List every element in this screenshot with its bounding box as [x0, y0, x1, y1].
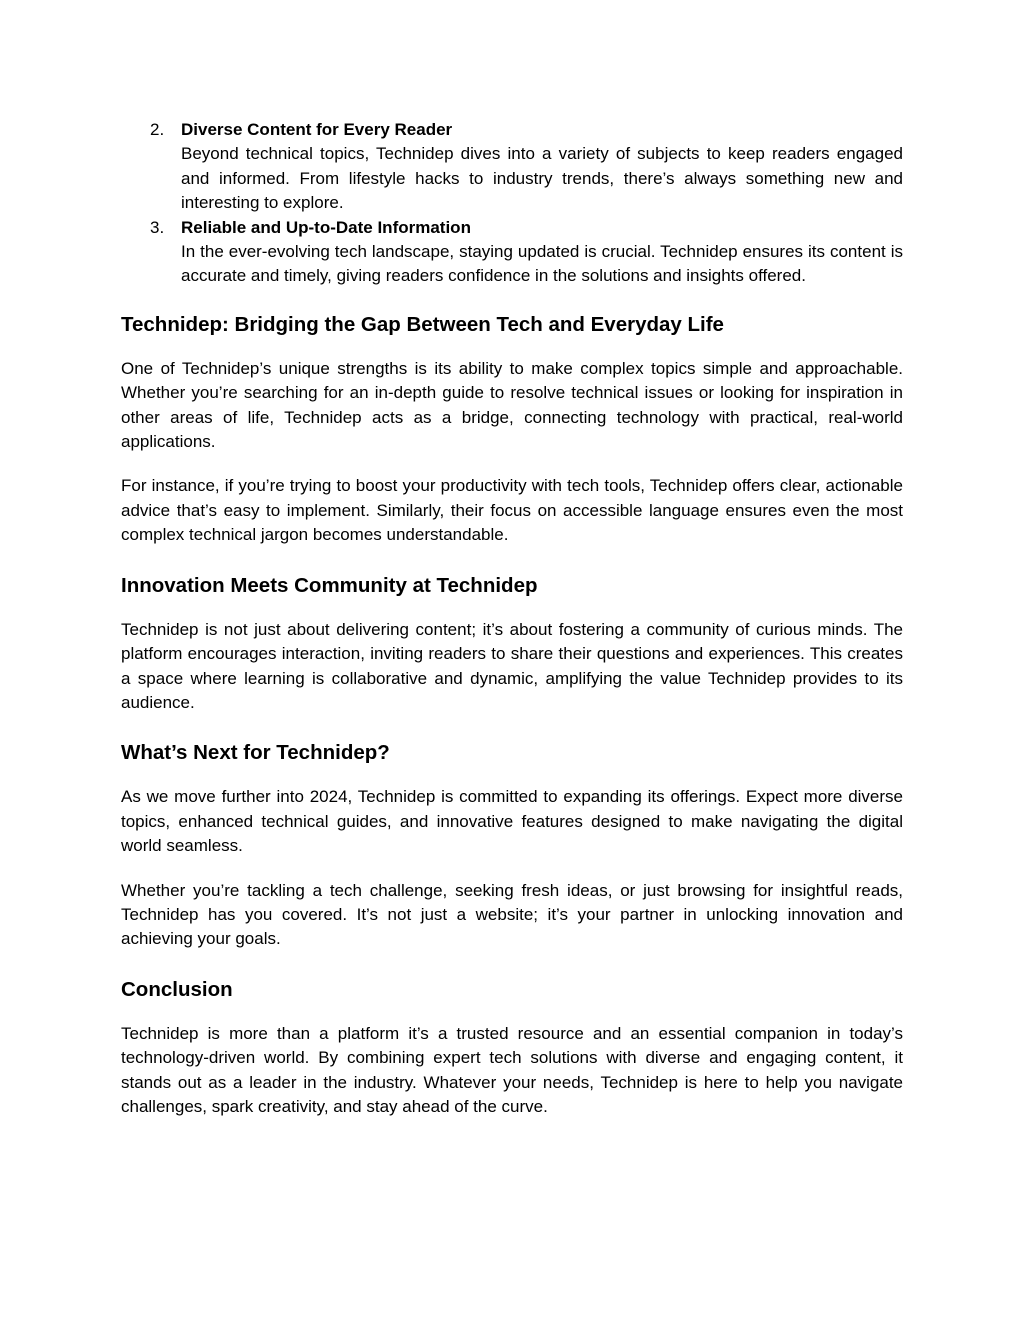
paragraph: As we move further into 2024, Technidep is committed to expanding its offerings. Expect more diverse topics, enhanced technical guides, and innovative features designed to make navigating the digital world seamless. — [121, 787, 903, 856]
paragraph: Whether you’re tackling a tech challenge, seeking fresh ideas, or just browsing for insightful reads, Technidep has you covered. It’s not just a website; it’s your partner in unlocking innovation and achieving your goals. — [121, 880, 903, 949]
paragraph: Technidep is more than a platform it’s a trusted resource and an essential companion in today’s technology-driven world. By combining expert tech solutions with diverse and engaging content, it stands out as a leader in the industry. Whatever your needs, Technidep is here to help you navigate challenges, spark creativity, and stay ahead of the curve. — [121, 1023, 903, 1116]
list-number: 3. — [150, 217, 165, 237]
list-item-title: Diverse Content for Every Reader — [181, 120, 453, 139]
section-heading: Conclusion — [121, 977, 233, 1001]
list-item-body: Beyond technical topics, Technidep dives into a variety of subjects to keep readers engaged and informed. From lifestyle hacks to industry trends, there’s always something new and interesting to explore. — [181, 144, 903, 213]
document-page — [121, 118, 903, 1119]
section-heading: Technidep: Bridging the Gap Between Tech and Everyday Life — [121, 312, 724, 336]
list-item — [121, 118, 903, 216]
paragraph: One of Technidep’s unique strengths is its ability to make complex topics simple and approachable. Whether you’re searching for an in-depth guide to resolve technical issues or looking for inspiration in other areas of life, Technidep acts as a bridge, connecting technology with practical, real-world applications. — [121, 358, 903, 452]
paragraph: For instance, if you’re trying to boost your productivity with tech tools, Technidep offers clear, actionable advice that’s easy to implement. Similarly, their focus on accessible language ensures even the most complex technical jargon becomes understandable. — [121, 476, 903, 545]
paragraph: Technidep is not just about delivering content; it’s about fostering a community of curious minds. The platform encourages interaction, inviting readers to share their questions and experiences. This creates a space where learning is collaborative and dynamic, amplifying the value Technidep provides to its audience. — [121, 619, 903, 712]
list-item-title: Reliable and Up-to-Date Information — [181, 217, 471, 237]
numbered-list — [121, 118, 903, 289]
list-number: 2. — [150, 120, 165, 139]
section-heading: What’s Next for Technidep? — [121, 741, 390, 765]
list-item — [121, 216, 903, 289]
list-item-body: In the ever-evolving tech landscape, staying updated is crucial. Technidep ensures its content is accurate and timely, giving readers confidence in the solutions and insights offered. — [181, 242, 903, 286]
section-heading: Innovation Meets Community at Technidep — [121, 573, 538, 597]
